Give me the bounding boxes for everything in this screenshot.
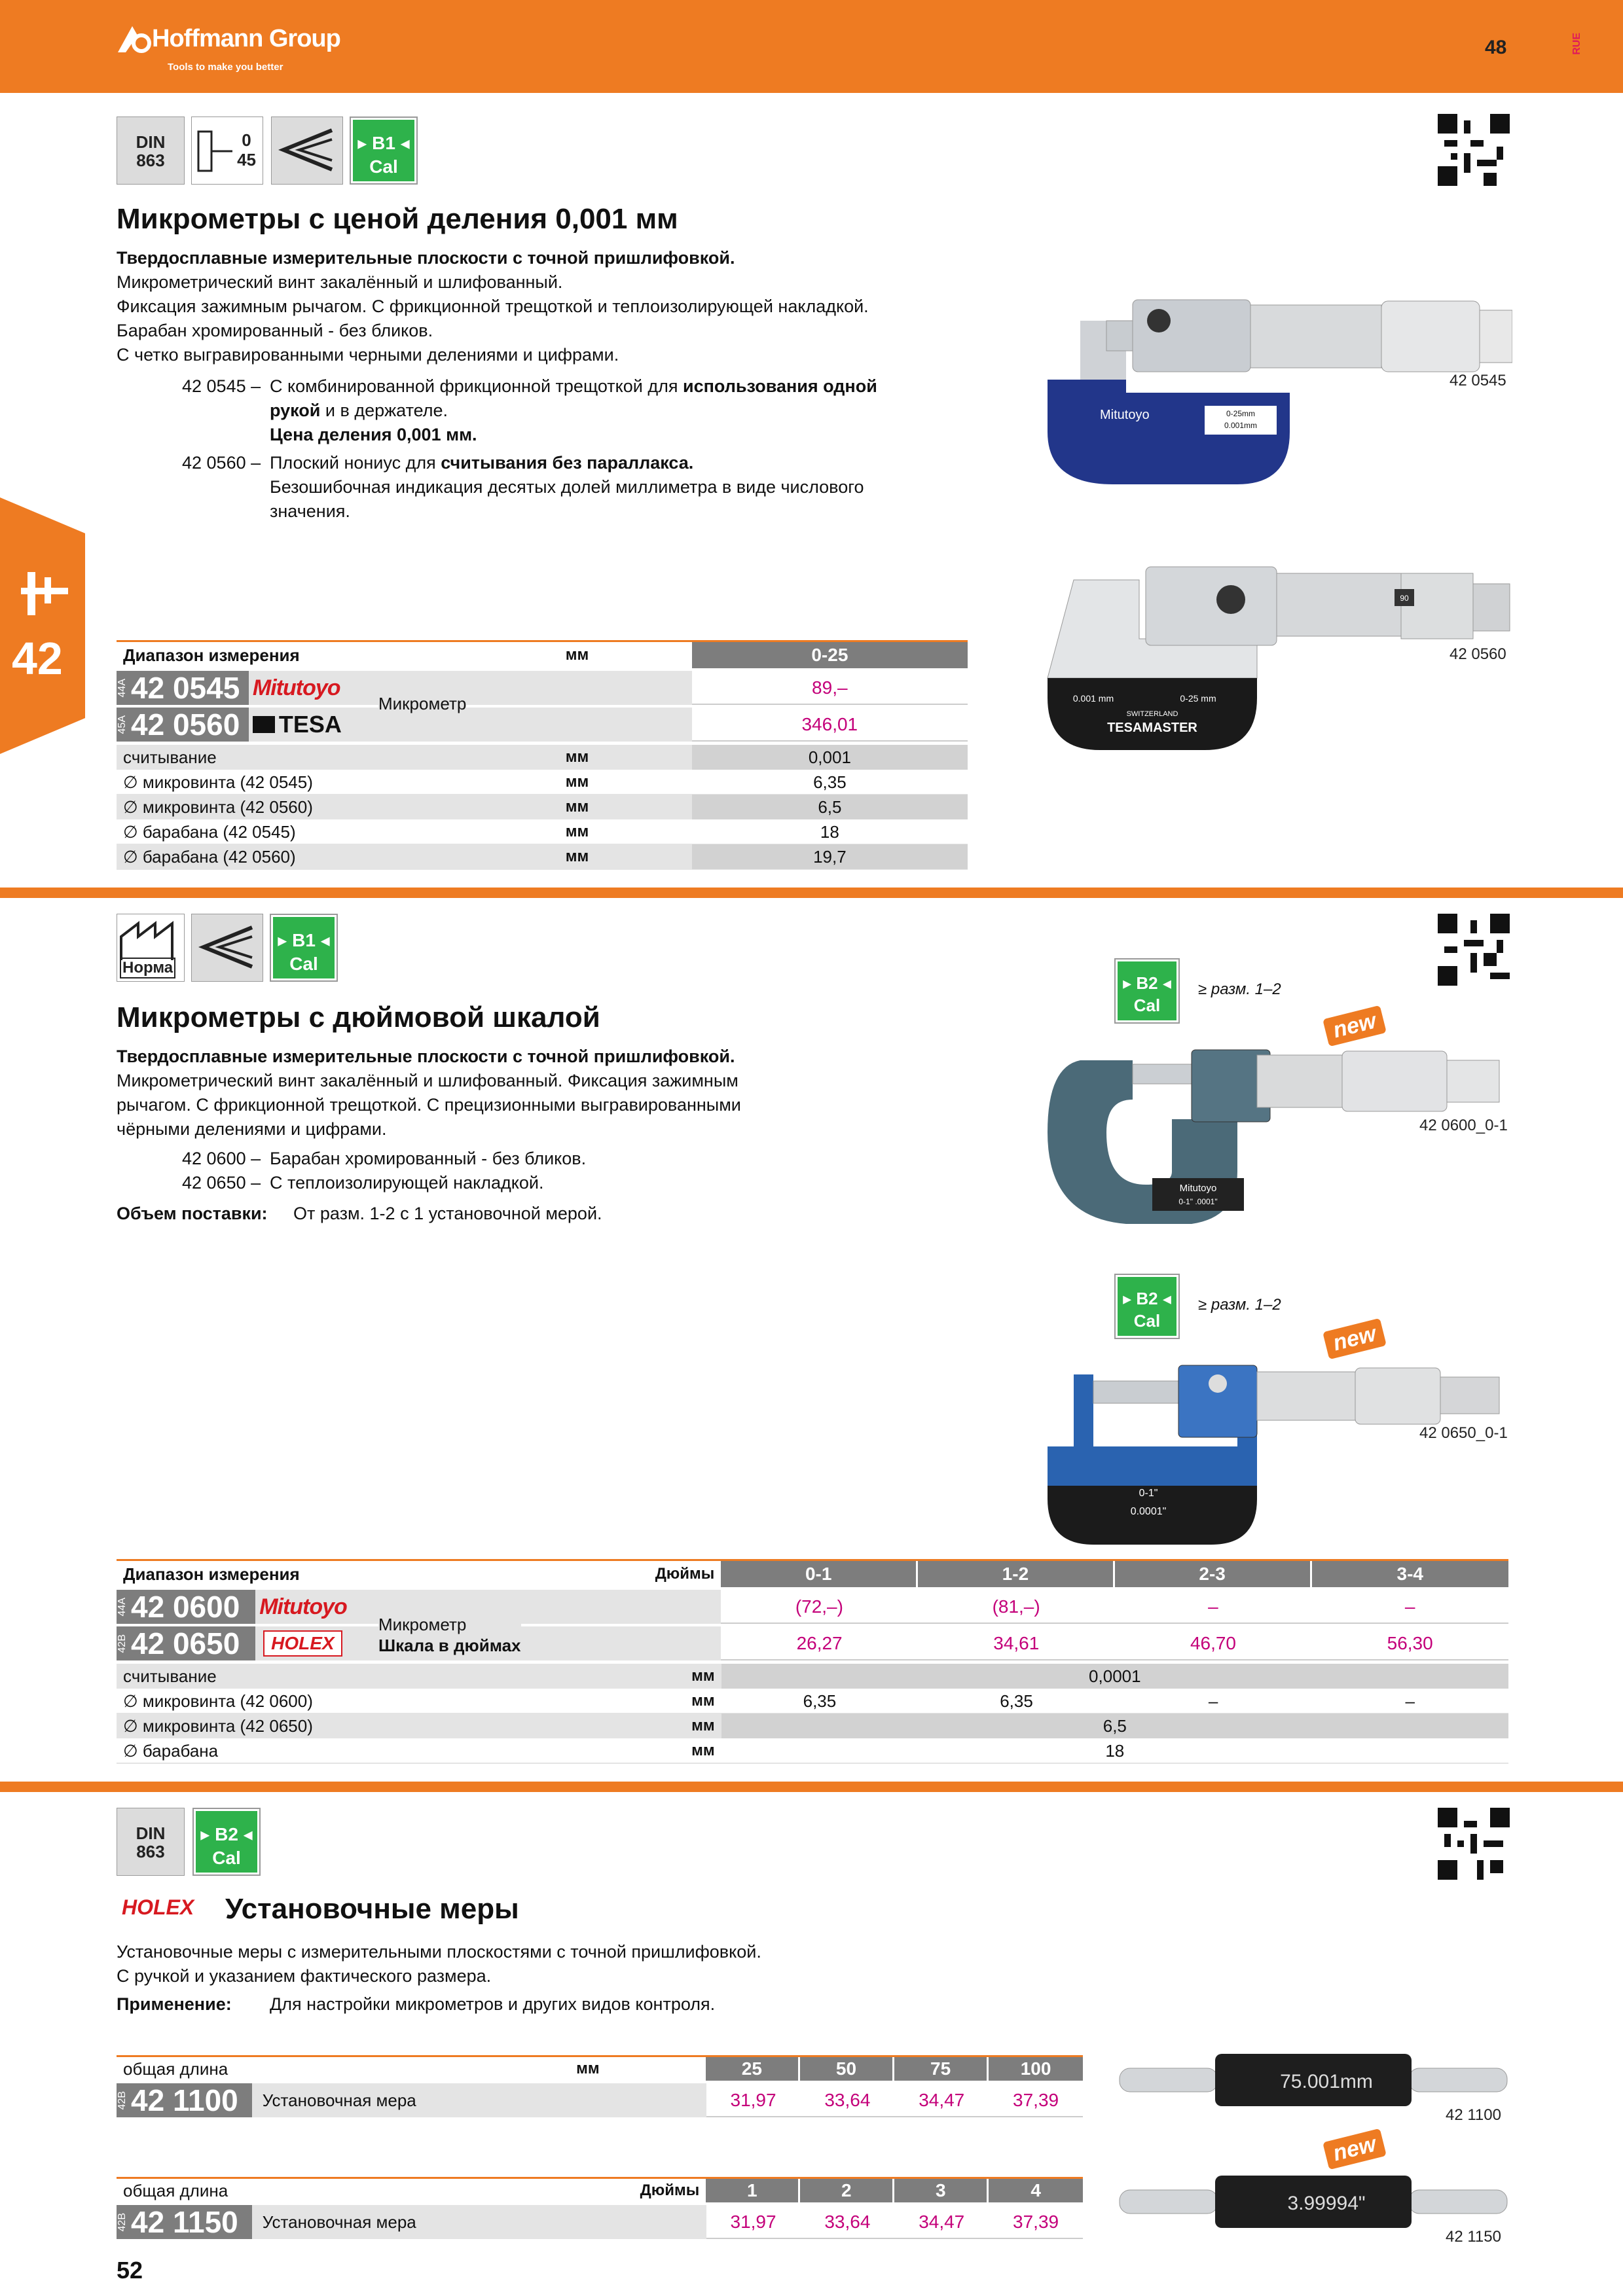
new-badge: new	[1322, 1318, 1387, 1360]
caliper-icon	[14, 568, 73, 620]
gauge-engraving: 3.99994"	[1287, 2193, 1366, 2214]
image-ref-420560: 42 0560	[1450, 645, 1506, 663]
supply-scope: Объем поставки: От разм. 1-2 с 1 установочной мерой.	[117, 1204, 602, 1223]
carbide-faces-icon	[191, 914, 263, 982]
section-divider	[0, 888, 1623, 898]
setting-gauge-mm-table: общая длина мм 25 50 75 100 42B 42 1100 Установочная мера 31,97 33,64 34,47 37,39	[117, 2055, 1083, 2117]
micrometer-420545-image	[1041, 281, 1512, 497]
image-ref-421150: 42 1150	[1446, 2228, 1501, 2246]
product-name: Микрометр Шкала в дюймах	[378, 1601, 521, 1656]
chapter-number: 42	[12, 633, 63, 684]
norm-icon: Норма	[117, 914, 185, 982]
qr-code-icon[interactable]	[1438, 914, 1510, 986]
din-badge: DIN 863	[117, 1808, 185, 1876]
plate-resolution-text: 0.001mm	[1224, 421, 1258, 430]
section2-table: Диапазон измерения Дюймы 0-1 1-2 2-3 3-4 44A 42 0600 Mitutoyo (72,–) (81,–) – – 42B 42 0650 HOLEX 26,27 34,61 46,70 56,30 Микрометр Шкала в дюймах считывание мм 0,0001 ∅ микровинта (42 0600) мм 6,35 6,35 – – ∅ микровинта (42 0650) мм 6,5 ∅ барабана мм 18	[117, 1559, 1508, 1764]
section1-title: Микрометры с ценой деления 0,001 мм	[117, 203, 678, 235]
mitutoyo-engraving: Mitutoyo	[1179, 1183, 1217, 1194]
calibration-b2-badge: ▸ B2 ◂ Cal	[1116, 1275, 1178, 1338]
micrometer-420560-image	[1041, 560, 1512, 757]
plate-range-text: 0-1" .0001"	[1178, 1197, 1218, 1206]
section-divider	[0, 1782, 1623, 1792]
mitutoyo-engraving: Mitutoyo	[1100, 408, 1150, 422]
calibration-b2-badge: ▸ B2 ◂ Cal	[194, 1809, 259, 1874]
section1-description: Твердосплавные измерительные плоскости с точной пришлифовкой. Микрометрический винт закалённый и шлифованный. Фиксация зажимным рычагом. С фрикционной трещоткой и теплоизолирующей накладкой. Барабан хромированный - без бликов. С четко выгравированными черными делениями и цифрами.	[117, 248, 869, 365]
image-ref-420545: 42 0545	[1450, 372, 1506, 389]
setting-gauge-421150-image	[1117, 2170, 1510, 2232]
image-ref-420650: 42 0650_0-1	[1419, 1424, 1508, 1442]
qr-code-icon[interactable]	[1438, 1808, 1510, 1880]
image-ref-421100: 42 1100	[1446, 2106, 1501, 2124]
plate-range-text: 0-25 mm	[1180, 693, 1216, 704]
chapter-tab	[0, 497, 85, 754]
calibration-b1-badge: ▸ B1 ◂ Cal	[271, 915, 337, 980]
brand-logo: Hoffmann Group	[152, 25, 340, 52]
setting-gauge-inch-table: общая длина Дюймы 1 2 3 4 42B 42 1150 Установочная мера 31,97 33,64 34,47 37,39	[117, 2177, 1083, 2239]
section1-table: Диапазон измерения мм 0-25 44A 42 0545 Mitutoyo 89,– 45A 42 0560 TESA 346,01 Микрометр считывание мм 0,001 ∅ микровинта (42 0545) мм 6,35 ∅ микровинта (42 0560) мм 6,5 ∅ барабана (42 0545) мм 18 ∅ барабана (42 0560) мм 19,7	[117, 640, 968, 870]
micrometer-420600-image	[1041, 1041, 1512, 1237]
product-name: Микрометр	[378, 694, 467, 713]
tesamaster-engraving: TESAMASTER	[1107, 721, 1197, 735]
drum-window-text: 90	[1400, 594, 1409, 603]
plate-resolution-text: 0.0001"	[1130, 1506, 1167, 1517]
calibration-b1-badge: ▸ B1 ◂ Cal	[351, 118, 416, 183]
new-badge: new	[1322, 2128, 1387, 2170]
size-note: ≥ разм. 1–2	[1198, 980, 1281, 998]
section2-notes: 42 0600 – Барабан хромированный - без бликов. 42 0650 – С теплоизолирующей накладкой.	[182, 1149, 587, 1193]
brand-tagline: Tools to make you better	[168, 62, 283, 73]
new-badge: new	[1322, 1005, 1387, 1047]
plate-country-text: SWITZERLAND	[1126, 710, 1178, 718]
section3-description: Установочные меры с измерительными плоскостями с точной пришлифовкой. С ручкой и указанием фактического размера.	[117, 1942, 761, 1986]
gauge-engraving: 75.001mm	[1280, 2071, 1373, 2092]
carbide-faces-icon	[271, 117, 343, 185]
qr-code-icon[interactable]	[1438, 114, 1510, 186]
section3-title: Установочные меры	[225, 1893, 519, 1925]
image-ref-420600: 42 0600_0-1	[1419, 1117, 1508, 1134]
section2-description: Твердосплавные измерительные плоскости с точной пришлифовкой. Микрометрический винт закалённый и шлифованный. Фиксация зажимным рычагом. С фрикционной трещоткой. С прецизионными выгравированными чёрными делениями и цифрами.	[117, 1047, 741, 1139]
calibration-b2-badge: ▸ B2 ◂ Cal	[1116, 960, 1178, 1022]
micrometer-420650-image	[1041, 1355, 1512, 1551]
section1-notes: 42 0545 – С комбинированной фрикционной трещоткой для использования одной рукой и в держателе. Цена деления 0,001 мм. 42 0560 – Плоский нониус для считывания без параллакса. Безошибочная индикация десятых долей миллиметра в виде числового значения.	[182, 376, 877, 521]
section2-title: Микрометры с дюймовой шкалой	[117, 1001, 600, 1033]
holex-logo: HOLEX	[122, 1895, 194, 1919]
lang-code: RUE	[1571, 33, 1582, 55]
application-note: Применение: Для настройки микрометров и других видов контроля.	[117, 1994, 716, 2014]
setting-gauge-421100-image	[1117, 2049, 1510, 2110]
header-page-number: 48	[1485, 37, 1507, 58]
range-icon: 0 45	[191, 117, 263, 185]
plate-range-text: 0-1"	[1139, 1488, 1158, 1499]
hoffmann-logo-icon	[115, 24, 152, 55]
plate-range-text: 0-25mm	[1226, 409, 1256, 418]
din-badge: DIN 863	[117, 117, 185, 185]
plate-resolution-text: 0.001 mm	[1072, 693, 1114, 704]
footer-page-number: 52	[117, 2257, 143, 2284]
size-note: ≥ разм. 1–2	[1198, 1296, 1281, 1314]
